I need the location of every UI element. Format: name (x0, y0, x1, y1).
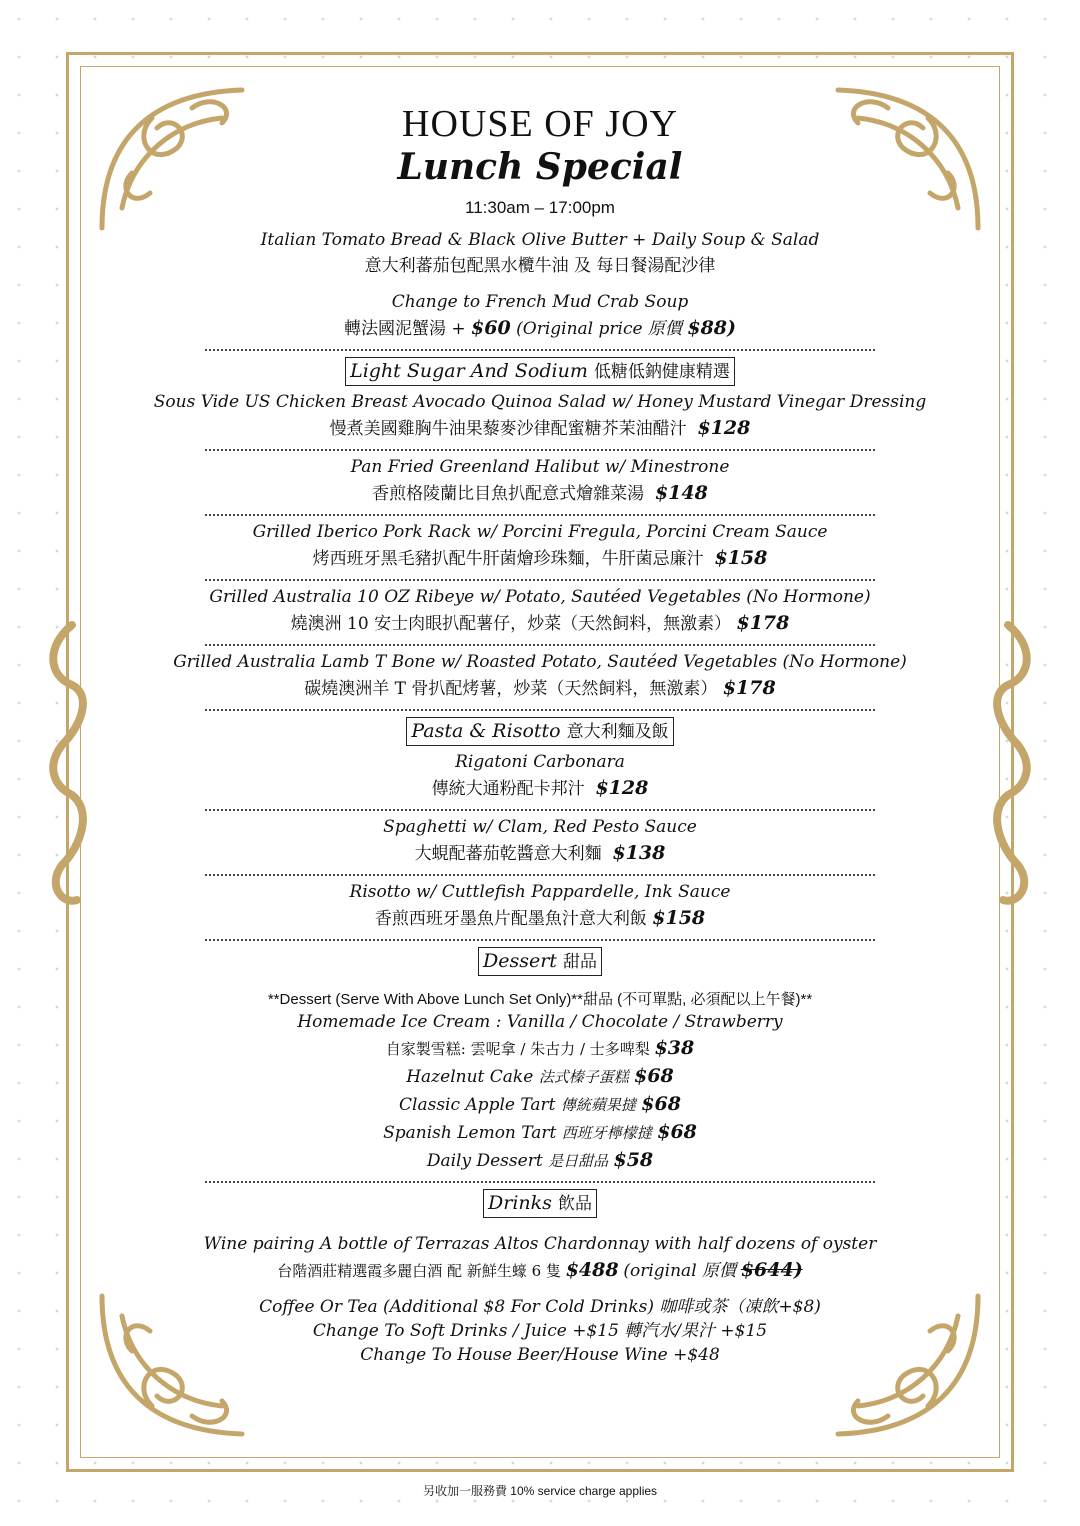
menu-item: Sous Vide US Chicken Breast Avocado Quinoa Salad w/ Honey Mustard Vinegar Dressing 慢煮美國雞胸牛油果藜麥沙律配蜜糖芥茉油醋汁 $128 (153, 392, 927, 439)
menu-item: Spaghetti w/ Clam, Red Pesto Sauce 大蜆配蕃茄乾醬意大利麵 $138 (383, 817, 697, 864)
dessert-note: **Dessert (Serve With Above Lunch Set Only)**甜品 (不可單點, 必須配以上午餐)** (267, 991, 813, 1008)
menu-item: Grilled Australia 10 OZ Ribeye w/ Potato, Sautéed Vegetables (No Hormone) 燒澳洲 10 安士肉眼扒配薯仔，炒菜（天然飼料，無激素） $178 (209, 587, 871, 634)
drinks-extra: Coffee Or Tea (Additional $8 For Cold Drinks) 咖啡或茶（凍飲+$8) (259, 1297, 821, 1317)
brand-title: HOUSE OF JOY (402, 103, 678, 145)
menu-item: Rigatoni Carbonara 傳統大通粉配卡邦汁 $128 (431, 752, 649, 799)
section-title-pasta: Pasta & Risotto 意大利麵及飯 (406, 717, 673, 746)
divider (205, 874, 875, 876)
section-title-light: Light Sugar And Sodium 低糖低鈉健康精選 (345, 357, 735, 386)
divider (205, 1181, 875, 1183)
drinks-extra: Change To House Beer/House Wine +$48 (360, 1345, 720, 1365)
divider (205, 939, 875, 941)
ornament-right-side-icon (978, 615, 1038, 915)
menu-content (110, 96, 970, 1367)
menu-item: Pan Fried Greenland Halibut w/ Minestrone 香煎格陵蘭比目魚扒配意式燴雜菜湯 $148 (350, 457, 730, 504)
ice-cream-en: Homemade Ice Cream : Vanilla / Chocolate / Strawberry (297, 1012, 783, 1032)
service-charge-note: 另收加一服務費 10% service charge applies (422, 1484, 658, 1498)
menu-item: Grilled Australia Lamb T Bone w/ Roasted Potato, Sautéed Vegetables (No Hormone) 碳燒澳洲羊 T 骨扒配烤薯，炒菜（天然飼料，無激素） $178 (173, 652, 907, 699)
serving-hours: 11:30am – 17:00pm (465, 198, 615, 217)
wine-pairing-zh: 台階酒莊精選霞多麗白酒 配 新鮮生蠔 6 隻 $488 (original 原價 $644) (277, 1259, 803, 1281)
divider (205, 514, 875, 516)
divider (205, 709, 875, 711)
section-title-drinks: Drinks 飲品 (483, 1189, 597, 1218)
divider (205, 349, 875, 351)
menu-subtitle: Lunch Special (397, 146, 683, 188)
section-title-dessert: Dessert 甜品 (478, 947, 602, 976)
divider (205, 809, 875, 811)
soup-upgrade-en: Change to French Mud Crab Soup (391, 292, 689, 312)
divider (205, 449, 875, 451)
divider (205, 644, 875, 646)
dessert-item: Classic Apple Tart 傳統蘋果撻 $68 (399, 1093, 681, 1115)
soup-upgrade-zh: 轉法國泥蟹湯 + $60 (Original price 原價 $88) (343, 317, 736, 339)
intro-line-zh: 意大利蕃茄包配黑水欖牛油 及 每日餐湯配沙律 (364, 256, 716, 276)
ice-cream-zh: 自家製雪糕: 雲呢拿 / 朱古力 / 士多啤梨 $38 (385, 1037, 695, 1059)
menu-item: Risotto w/ Cuttlefish Pappardelle, Ink Sauce 香煎西班牙墨魚片配墨魚汁意大利飯 $158 (349, 882, 731, 929)
dessert-item: Hazelnut Cake 法式榛子蛋糕 $68 (406, 1065, 674, 1087)
dessert-item: Daily Dessert 是日甜品 $58 (426, 1149, 654, 1171)
divider (205, 579, 875, 581)
menu-item: Grilled Iberico Pork Rack w/ Porcini Fregula, Porcini Cream Sauce 烤西班牙黑毛豬扒配牛肝菌燴珍珠麵，牛肝菌忌廉汁 $158 (252, 522, 828, 569)
dessert-item: Spanish Lemon Tart 西班牙檸檬撻 $68 (383, 1121, 697, 1143)
intro-line-en: Italian Tomato Bread & Black Olive Butter + Daily Soup & Salad (260, 230, 820, 250)
ornament-left-side-icon (42, 615, 102, 915)
drinks-extra: Change To Soft Drinks / Juice +$15 轉汽水/果汁 +$15 (312, 1321, 768, 1341)
wine-pairing-en: Wine pairing A bottle of Terrazas Altos Chardonnay with half dozens of oyster (203, 1234, 877, 1254)
